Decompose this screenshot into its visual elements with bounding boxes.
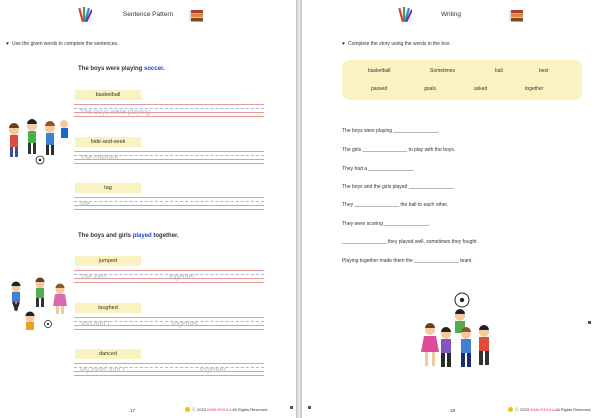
trace-text: together. (169, 274, 197, 281)
trace-text: The children (80, 155, 119, 162)
page-number: 17 (130, 408, 136, 413)
trace-text: You and I (80, 321, 110, 328)
right-header (302, 6, 600, 26)
left-header (0, 6, 296, 26)
word-box-item: asked (474, 86, 488, 92)
word-label-tag: tag (75, 183, 141, 193)
word-label-hide-and-seek: hide-and-seek (75, 137, 141, 147)
trace-text: We (80, 201, 91, 208)
trace-text: together. (172, 321, 200, 328)
word-box-item: goals (424, 86, 436, 92)
kids-playing-illustration (4, 276, 70, 334)
word-box-item: ball (495, 68, 503, 74)
page-title: Sentence Pattern (122, 11, 174, 18)
word-label-laughed: laughed (75, 303, 141, 313)
trace-text: together. (200, 367, 228, 374)
word-box (342, 60, 582, 100)
logo-icon (185, 407, 190, 412)
instruction: ♥ Complete the story using the words in the box. (342, 41, 451, 47)
story-line: They were scoring ________________. (342, 221, 431, 227)
crop-mark (308, 406, 311, 409)
word-box-item: passed (371, 86, 388, 92)
boys-playing-soccer-illustration (4, 116, 70, 172)
story-line: They ________________ the ball to each other. (342, 202, 449, 208)
story-line: The boys and the girls played ________________. (342, 184, 455, 190)
word-box-item: Sometimes (430, 68, 456, 74)
word-box-item: basketball (368, 68, 391, 74)
heart-icon: ♥ (6, 41, 9, 47)
word-label-basketball: basketball (75, 90, 141, 100)
logo-icon (508, 407, 513, 412)
word-box-item: best (539, 68, 549, 74)
crop-mark (588, 321, 591, 324)
story-line: The girls ________________ to play with the boys. (342, 147, 456, 153)
instruction: ♥ Use the given words to complete the sentences. (6, 41, 119, 47)
heart-icon: ♥ (342, 41, 345, 47)
books-icon (188, 8, 204, 24)
story-line: Playing together made them the ________________ team. (342, 258, 473, 264)
story-line: ________________ they played well, sometimes they fought. (342, 239, 478, 245)
copyright-notice: ⓒ 2023 BABUSHOLA All Rights Reserved. (508, 407, 592, 413)
books-icon (508, 8, 524, 24)
kids-with-ball-illustration (410, 290, 504, 376)
page-number: 18 (450, 408, 456, 413)
word-label-jumped: jumped (75, 256, 141, 266)
crop-mark (290, 406, 293, 409)
example-sentence-1: The boys were playing soccer. (78, 66, 165, 72)
trace-text: My mom and I (80, 367, 125, 374)
trace-text: The boys were playing (80, 109, 151, 116)
left-page (0, 0, 296, 418)
story-line: They had a ________________. (342, 166, 415, 172)
trace-text: The kids (80, 274, 107, 281)
writing-lines (74, 197, 264, 213)
example-sentence-2: The boys and girls played together. (78, 233, 179, 239)
story-line: The boys were playing ________________. (342, 128, 440, 134)
right-page (302, 0, 600, 418)
copyright-notice: ⓒ 2023 BABUSHOLA All Rights Reserved. (185, 407, 269, 413)
word-label-danced: danced (75, 349, 141, 359)
page-title: Writing (440, 11, 462, 18)
word-box-item: together (525, 86, 544, 92)
